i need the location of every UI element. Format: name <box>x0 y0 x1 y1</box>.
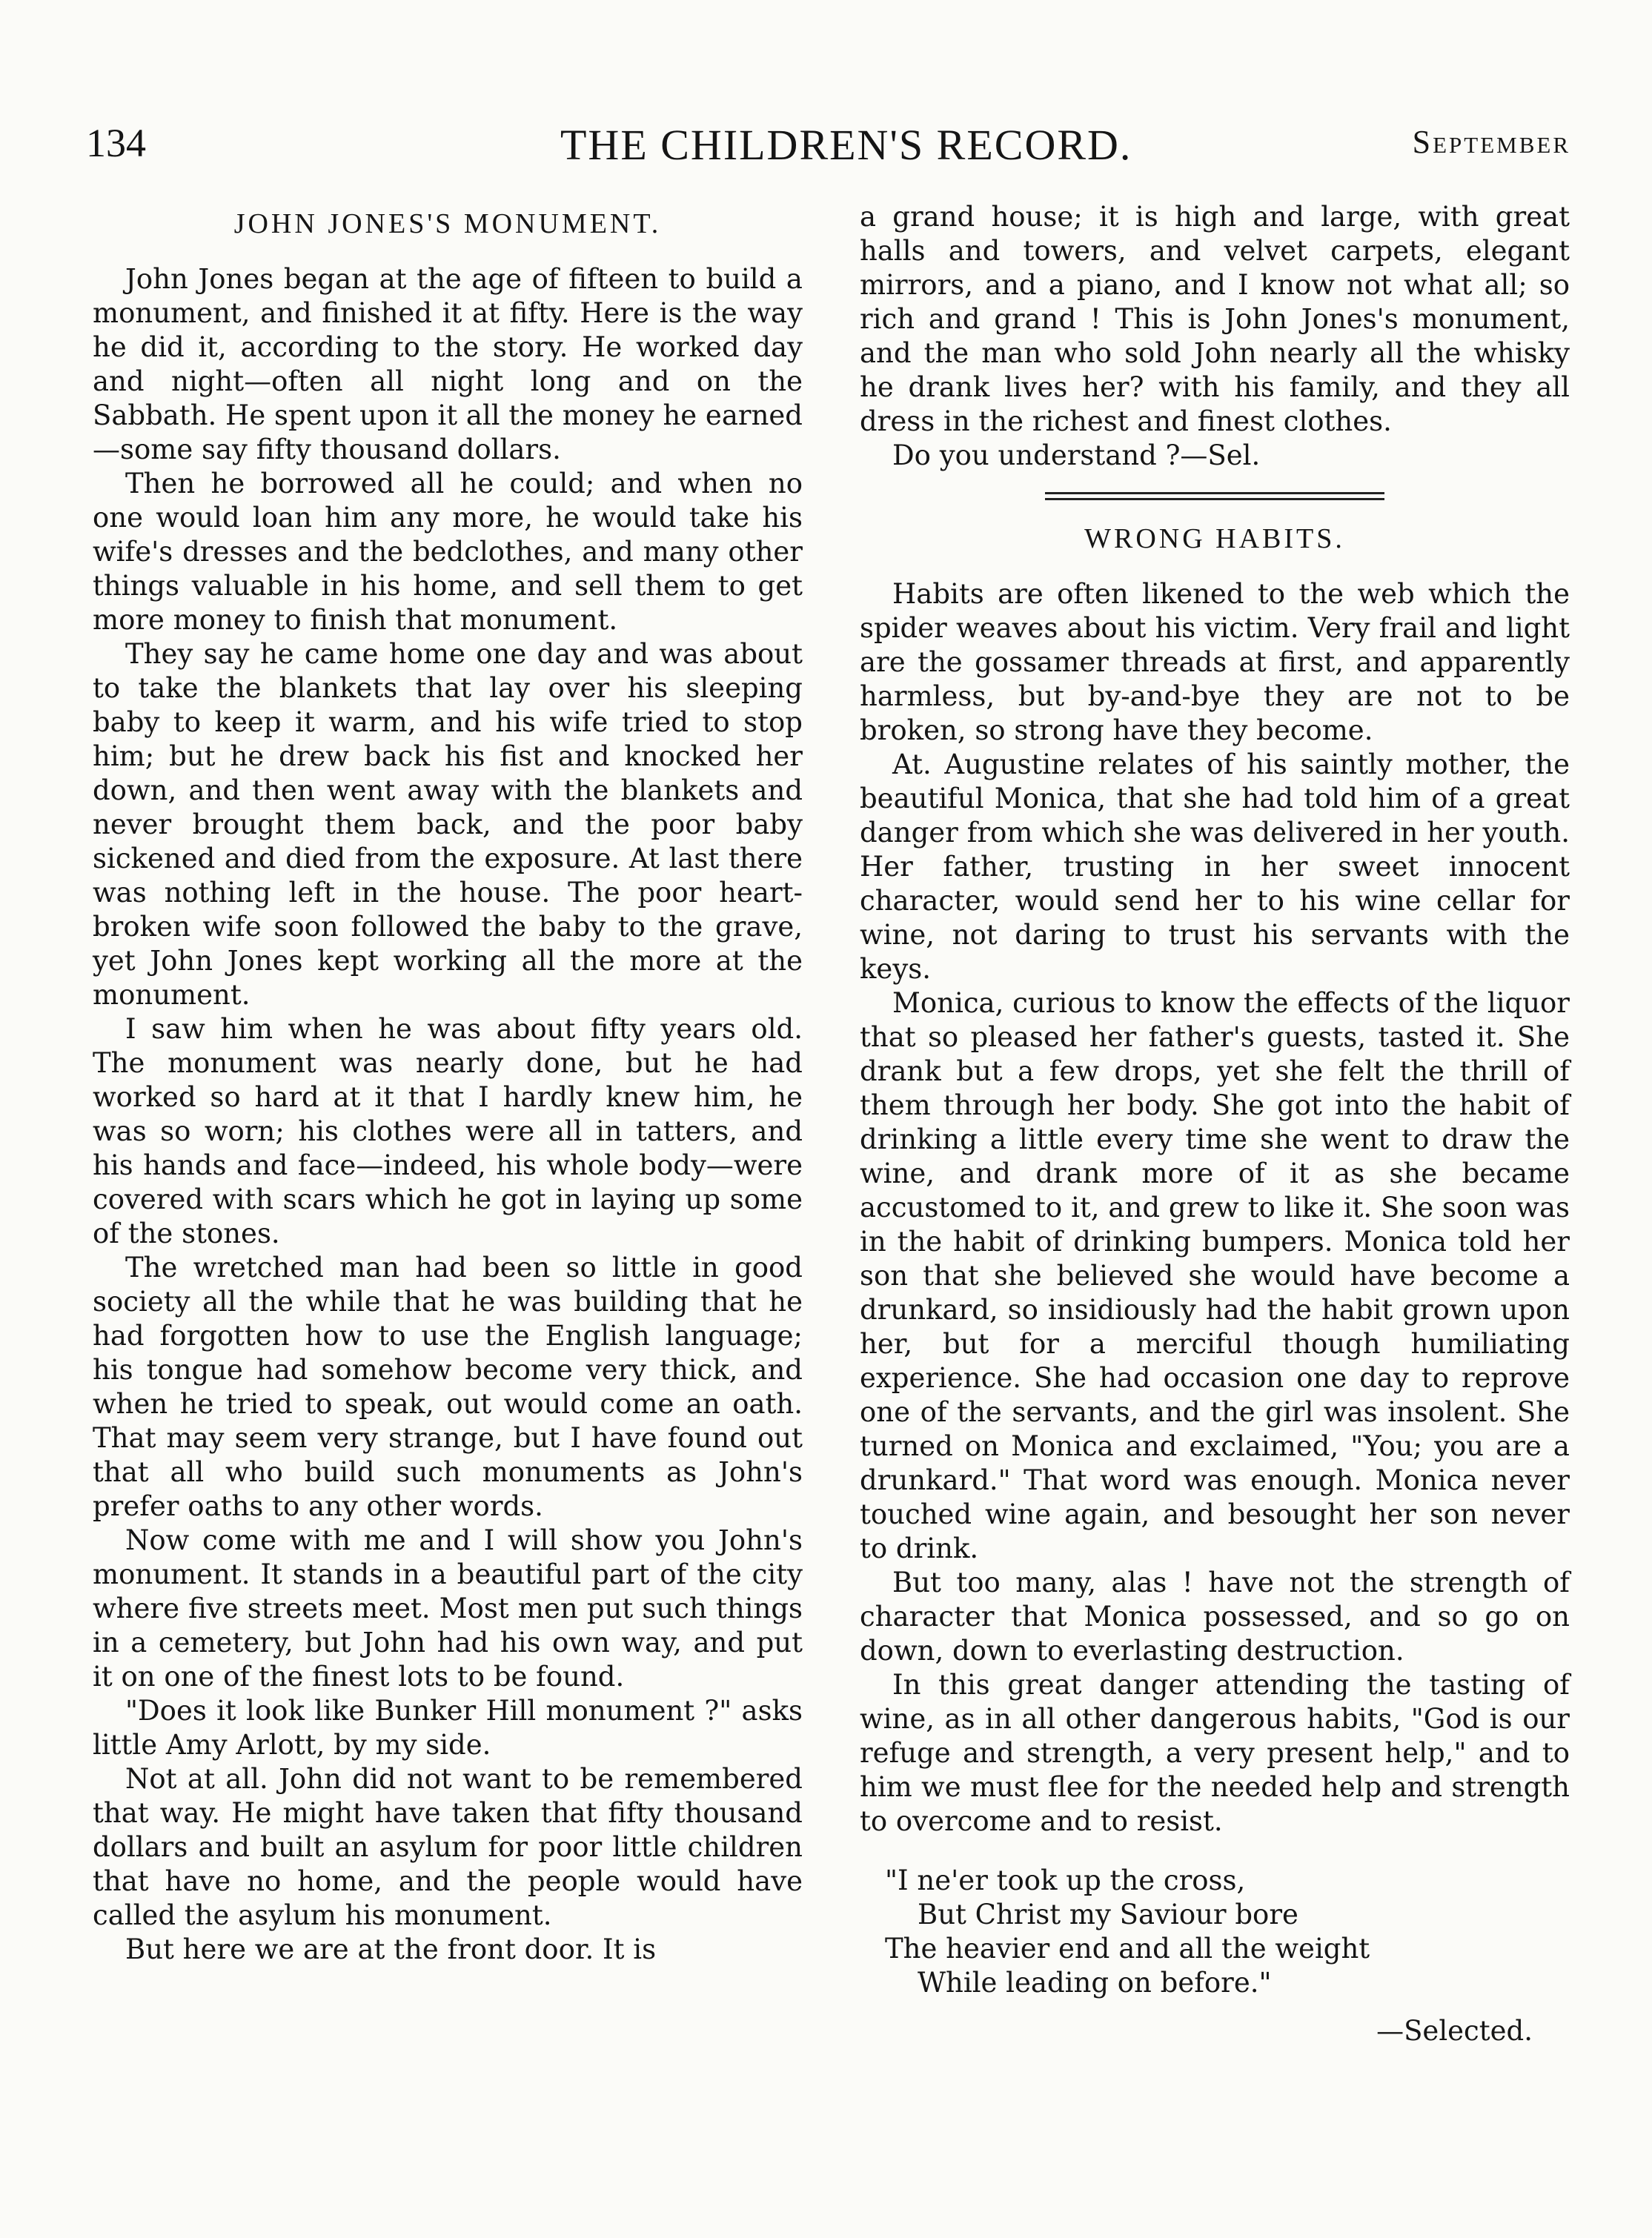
article-paragraph: Now come with me and I will show you John's monument. It stands in a beautiful part of the city where five streets meet. Most men put such things in a cemetery, but John had his own way, and put it on one of the finest lots to be found. <box>93 1524 803 1693</box>
poem-line: While leading on before." <box>918 1967 1272 1999</box>
left-column <box>93 200 803 1967</box>
section-divider <box>1045 492 1384 500</box>
article-paragraph: But too many, alas ! have not the strength of character that Monica possessed, and so go on down, down to everlasting destruction. <box>860 1567 1570 1667</box>
article-paragraph: The wretched man had been so little in good society all the while that he was building that he had forgotten how to use the English language; his tongue had somehow become very thick, and when he tried to speak, out would come an oath. That may seem very strange, but I have found out that all who build such monuments as John's prefer oaths to any other words. <box>93 1252 803 1522</box>
article-paragraph: "Does it look like Bunker Hill monument ?" asks little Amy Arlott, by my side. <box>93 1695 803 1761</box>
article-paragraph: In this great danger attending the tasting of wine, as in all other dangerous habits, "God is our refuge and strength, a very present help," and to him we must flee for the needed help and strength to overcome and to resist. <box>860 1669 1570 1837</box>
article-paragraph: They say he came home one day and was about to take the blankets that lay over his sleeping baby to keep it warm, and his wife tried to stop him; but he drew back his fist and knocked her down, and then went away with the blankets and never brought them back, and the poor baby sickened and died from the exposure. At last there was nothing left in the house. The poor heart-broken wife soon followed the baby to the grave, yet John Jones kept working all the more at the monument. <box>93 638 803 1011</box>
page-number: 134 <box>86 121 146 165</box>
article-closing: Do you understand ?—Sel. <box>892 439 1261 471</box>
article-paragraph: Not at all. John did not want to be remembered that way. He might have taken that fifty thousand dollars and built an asylum for poor little children that have no home, and the people would have called the asylum his monument. <box>93 1763 803 1931</box>
article-continuation: a grand house; it is high and large, with great halls and towers, and velvet carpets, elegant mirrors, and a piano, and I know not what all; so rich and grand ! This is John Jones's monument, and the man who sold John nearly all the whisky he drank lives her? with his family, and they all dress in the richest and finest clothes. <box>860 201 1570 437</box>
right-column <box>860 200 1570 2047</box>
poem-line: The heavier end and all the weight <box>885 1933 1370 1965</box>
page-header <box>86 120 1570 179</box>
article-paragraph: I saw him when he was about fifty years old. The monument was nearly done, but he had worked so hard at it that I hardly knew him, he was so worn; his clothes were all in tatters, and his hands and face—indeed, his whole body—were covered with scars which he got in laying up some of the stones. <box>93 1013 803 1249</box>
article-paragraph: At. Augustine relates of his saintly mother, the beautiful Monica, that she had told him of a great danger from which she was delivered in her youth. Her father, trusting in her sweet innocent character, would send her to his wine cellar for wine, not daring to trust his servants with the keys. <box>860 748 1570 985</box>
journal-title: THE CHILDREN'S RECORD. <box>560 121 1132 169</box>
article-paragraph: John Jones began at the age of fifteen to build a monument, and finished it at fifty. Here is the way he did it, according to the story. He worked day and night—often all night long and on the Sabbath. He spent upon it all the money he earned—some say fifty thousand dollars. <box>93 263 803 465</box>
issue-month: September <box>1412 124 1570 160</box>
article-paragraph: Monica, curious to know the effects of the liquor that so pleased her father's guests, tasted it. She drank but a few drops, yet she felt the thrill of them through her body. She got into the habit of drinking a little every time she went to draw the wine, and drank more of it as she became accustomed to it, and grew to like it. She soon was in the habit of drinking bumpers. Monica told her son that she believed she would have become a drunkard, so insidiously had the habit grown upon her, but for a merciful though humiliating experience. She had occasion one day to reprove one of the servants, and the girl was insolent. She turned on Monica and exclaimed, "You; you are a drunkard." That word was enough. Monica never touched wine again, and besought her son never to drink. <box>860 987 1570 1564</box>
article-title-wrong-habits: WRONG HABITS. <box>1084 523 1345 554</box>
article-title-john-jones: JOHN JONES'S MONUMENT. <box>233 208 662 239</box>
article-paragraph: Then he borrowed all he could; and when no one would loan him any more, he would take his wife's dresses and the bedclothes, and many other things valuable in his home, and sell them to get more money to finish that monument. <box>93 468 803 636</box>
article-paragraph: But here we are at the front door. It is <box>125 1933 657 1965</box>
article-paragraph: Habits are often likened to the web which the spider weaves about his victim. Very frail and light are the gossamer threads at first, and apparently harmless, but by-and-bye they are not to be broken, so strong have they become. <box>860 578 1570 746</box>
poem-line: But Christ my Saviour bore <box>918 1899 1298 1930</box>
poem-quote <box>885 1864 1570 2000</box>
attribution: —Selected. <box>1376 2015 1533 2047</box>
poem-line: "I ne'er took up the cross, <box>885 1865 1246 1896</box>
